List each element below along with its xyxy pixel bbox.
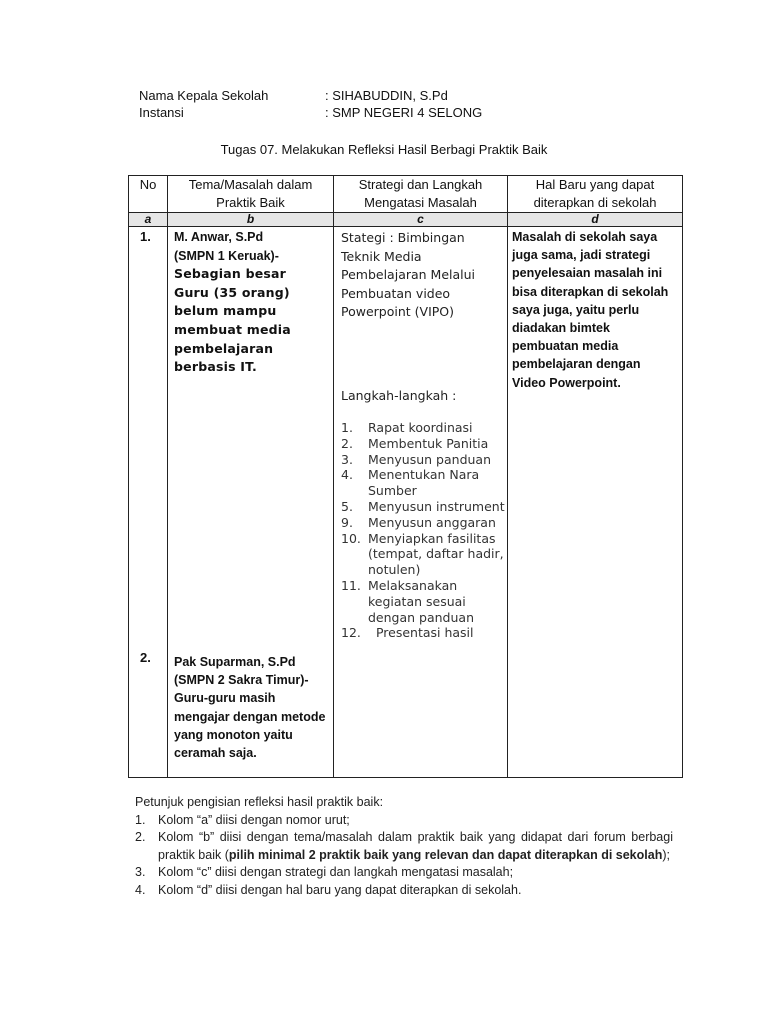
row-2-number: 2. <box>140 650 151 665</box>
header-tema: Tema/Masalah dalam Praktik Baik <box>168 176 334 213</box>
list-item: 2. Kolom “b” diisi dengan tema/masalah dalam praktik baik yang didapat dari forum berbagi praktik baik (pilih minimal 2 praktik baik yang relevan dan dapat diterapkan di sekolah); <box>135 830 673 862</box>
list-item: 3. Menyusun panduan <box>341 451 492 467</box>
cell-tema <box>168 227 334 778</box>
list-item: 10. Menyiapkan fasilitas (tempat, daftar hadir, notulen) <box>341 530 504 578</box>
row-1-name: M. Anwar, S.Pd <box>174 230 264 244</box>
header-strategi: Strategi dan Langkah Mengatasi Masalah <box>334 176 508 213</box>
letter-b: b <box>168 213 334 227</box>
instructions-list <box>135 812 673 900</box>
list-item: 12. Presentasi hasil <box>341 625 474 641</box>
instructions <box>135 794 673 900</box>
list-item: 9. Menyusun anggaran <box>341 514 496 530</box>
kepala-sekolah-line <box>139 88 448 103</box>
letter-a: a <box>129 213 168 227</box>
row-2-tema: Pak Suparman, S.Pd (SMPN 2 Sakra Timur)- Guru-guru masih mengajar dengan metode yang monoton yaitu ceramah saja. <box>174 655 326 761</box>
document-title: Tugas 07. Melakukan Refleksi Hasil Berbagi Praktik Baik <box>220 142 548 157</box>
letter-d: d <box>508 213 683 227</box>
instansi-line <box>139 105 482 120</box>
kepala-sekolah-value: : SIHABUDDIN, S.Pd <box>325 88 448 103</box>
kepala-sekolah-label: Nama Kepala Sekolah <box>139 88 269 103</box>
strategy-text: Stategi : Bimbingan Teknik Media Pembelajaran Melalui Pembuatan video Powerpoint (VIPO) <box>341 230 476 320</box>
table-body-row <box>129 227 683 778</box>
list-item: 5. Menyusun instrument <box>341 498 505 514</box>
emphasis-text: pilih minimal 2 praktik baik yang relevan dan dapat diterapkan di sekolah <box>228 847 663 862</box>
list-item: 1. Rapat koordinasi <box>341 420 473 435</box>
cell-strategi <box>334 227 508 778</box>
hal-baru-text: Masalah di sekolah saya juga sama, jadi strategi penyelesaian masalah ini bisa diterapkan di sekolah saya juga, yaitu perlu diadakan bimtek pembuatan media pembelajaran dengan Video Powerpoint. <box>512 230 669 390</box>
table-header-row <box>129 176 683 213</box>
cell-hal-baru <box>508 227 683 778</box>
row-1-tema <box>174 228 324 377</box>
instansi-value: : SMP NEGERI 4 SELONG <box>325 105 483 120</box>
row-1-problem: Sebagian besar Guru (35 orang) belum mampu membuat media pembelajaran berbasis IT. <box>174 266 291 375</box>
instansi-label: Instansi <box>139 105 184 120</box>
list-item: 4. Kolom “d” diisi dengan hal baru yang dapat diterapkan di sekolah. <box>135 882 522 897</box>
list-item: 1. Kolom “a” diisi dengan nomor urut; <box>135 812 350 827</box>
list-item: 11. Melaksanakan kegiatan sesuai dengan panduan <box>341 577 474 625</box>
row-1-school: (SMPN 1 Keruak)- <box>174 248 279 263</box>
header-no: No <box>129 176 168 213</box>
list-item: 4. Menentukan Nara Sumber <box>341 467 480 499</box>
reflection-table <box>128 175 683 778</box>
row-1-number: 1. <box>140 229 151 244</box>
list-item: 2. Membentuk Panitia <box>341 435 489 451</box>
letter-c: c <box>334 213 508 227</box>
instructions-intro: Petunjuk pengisian refleksi hasil praktik baik: <box>135 795 384 809</box>
column-letter-row <box>129 213 683 227</box>
steps-list <box>341 420 509 641</box>
list-item: 3. Kolom “c” diisi dengan strategi dan langkah mengatasi masalah; <box>135 865 514 880</box>
langkah-label: Langkah-langkah : <box>341 388 457 403</box>
cell-no <box>129 227 168 778</box>
header-hal-baru: Hal Baru yang dapat diterapkan di sekolah <box>508 176 683 213</box>
